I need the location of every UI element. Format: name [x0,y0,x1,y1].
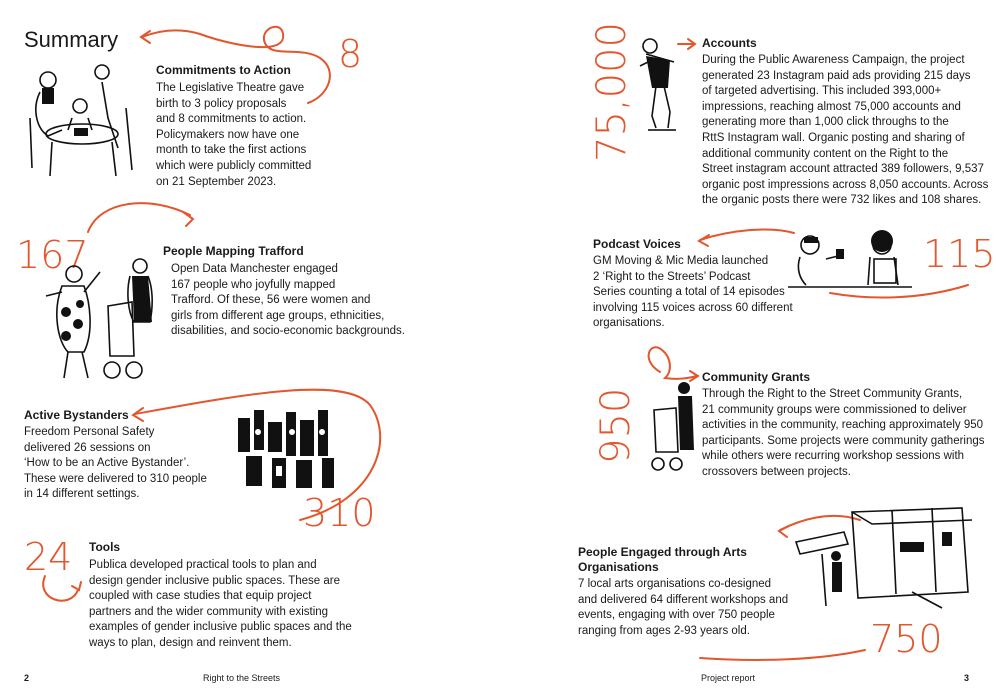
number-accounts: 75,000 [589,22,635,162]
heading-arts: People Engaged through Arts Organisations [578,545,747,574]
text-mapping: Open Data Manchester engaged 167 people who joyfully mapped Trafford. Of these, 56 were women and girls from different age groups, ethnicities, disabilities, and socio-economic backgrounds. [171,263,405,338]
number-bystanders: 310 [303,491,376,535]
number-grants: 950 [593,387,639,464]
text-arts: 7 local arts organisations co-designed and delivered 64 different workshops and events, engaging with over 750 people ranging from ages 2-93 years old. [578,578,789,637]
text-podcast: GM Moving & Mic Media launched 2 ‘Right to the Streets’ Podcast Series counting a total of 14 episodes involving 115 voices across 60 different organisations. [593,255,793,330]
heading-bystanders: Active Bystanders [24,408,129,422]
workshop-structure-illustration [792,502,974,614]
skater-illustration [634,36,694,136]
meeting-illustration [22,58,140,180]
number-podcast: 115 [923,232,996,276]
footer-right-label: Project report [701,673,756,683]
women-stroller-illustration [38,252,162,384]
text-tools: Publica developed practical tools to plan and design gender inclusive public spaces. These are coupled with case studies that equip project partners and the wider community with existing examples of gender inclusive public spaces and the ways to plan, design and reinvent them. [89,559,352,649]
number-mapping: 167 [16,233,89,277]
page-number-left: 2 [24,673,30,683]
footer-left-label: Right to the Streets [203,673,281,683]
crowd-illustration [232,402,342,492]
heading-grants: Community Grants [702,370,811,384]
number-commitments: 8 [338,32,363,76]
heading-commitments: Commitments to Action [156,63,291,77]
number-arts: 750 [870,617,943,661]
text-grants: Through the Right to the Street Community Grants, 21 community groups were commissioned to deliver activities in the community, reaching approximately 950 participants. Some projects were community gatherings while others were recurring workshop sessions with crossovers between projects. [702,388,985,478]
number-tools: 24 [24,535,73,579]
page-number-right: 3 [964,673,970,683]
page-title: Summary [24,27,119,52]
text-accounts: During the Public Awareness Campaign, the project generated 23 Instagram paid ads providing 215 days of targeted advertising. This included 393,000+ impressions, reaching almost 75,000 accounts and generating more than 1,000 click throughs to the RttS Instagram wall. Organic posting and sharing of additional community content on the Right to the Street instagram account attracted 389 followers, 9,537 organic post impressions across 8,050 accounts. Across the organic posts there were 732 likes and 108 shares. [702,54,989,207]
stroller-illustration [648,380,696,476]
heading-podcast: Podcast Voices [593,237,681,251]
heading-accounts: Accounts [702,36,757,50]
text-bystanders: Freedom Personal Safety delivered 26 sessions on ‘How to be an Active Bystander’. These were delivered to 310 people in 14 different settings. [24,426,207,501]
podcast-illustration [786,229,914,291]
heading-tools: Tools [89,540,121,554]
heading-mapping: People Mapping Trafford [163,244,304,258]
text-commitments: The Legislative Theatre gave birth to 3 policy proposals and 8 commitments to action. Policymakers now have one month to take the first actions which were publicly committed on 21 September 2023. [156,82,312,188]
